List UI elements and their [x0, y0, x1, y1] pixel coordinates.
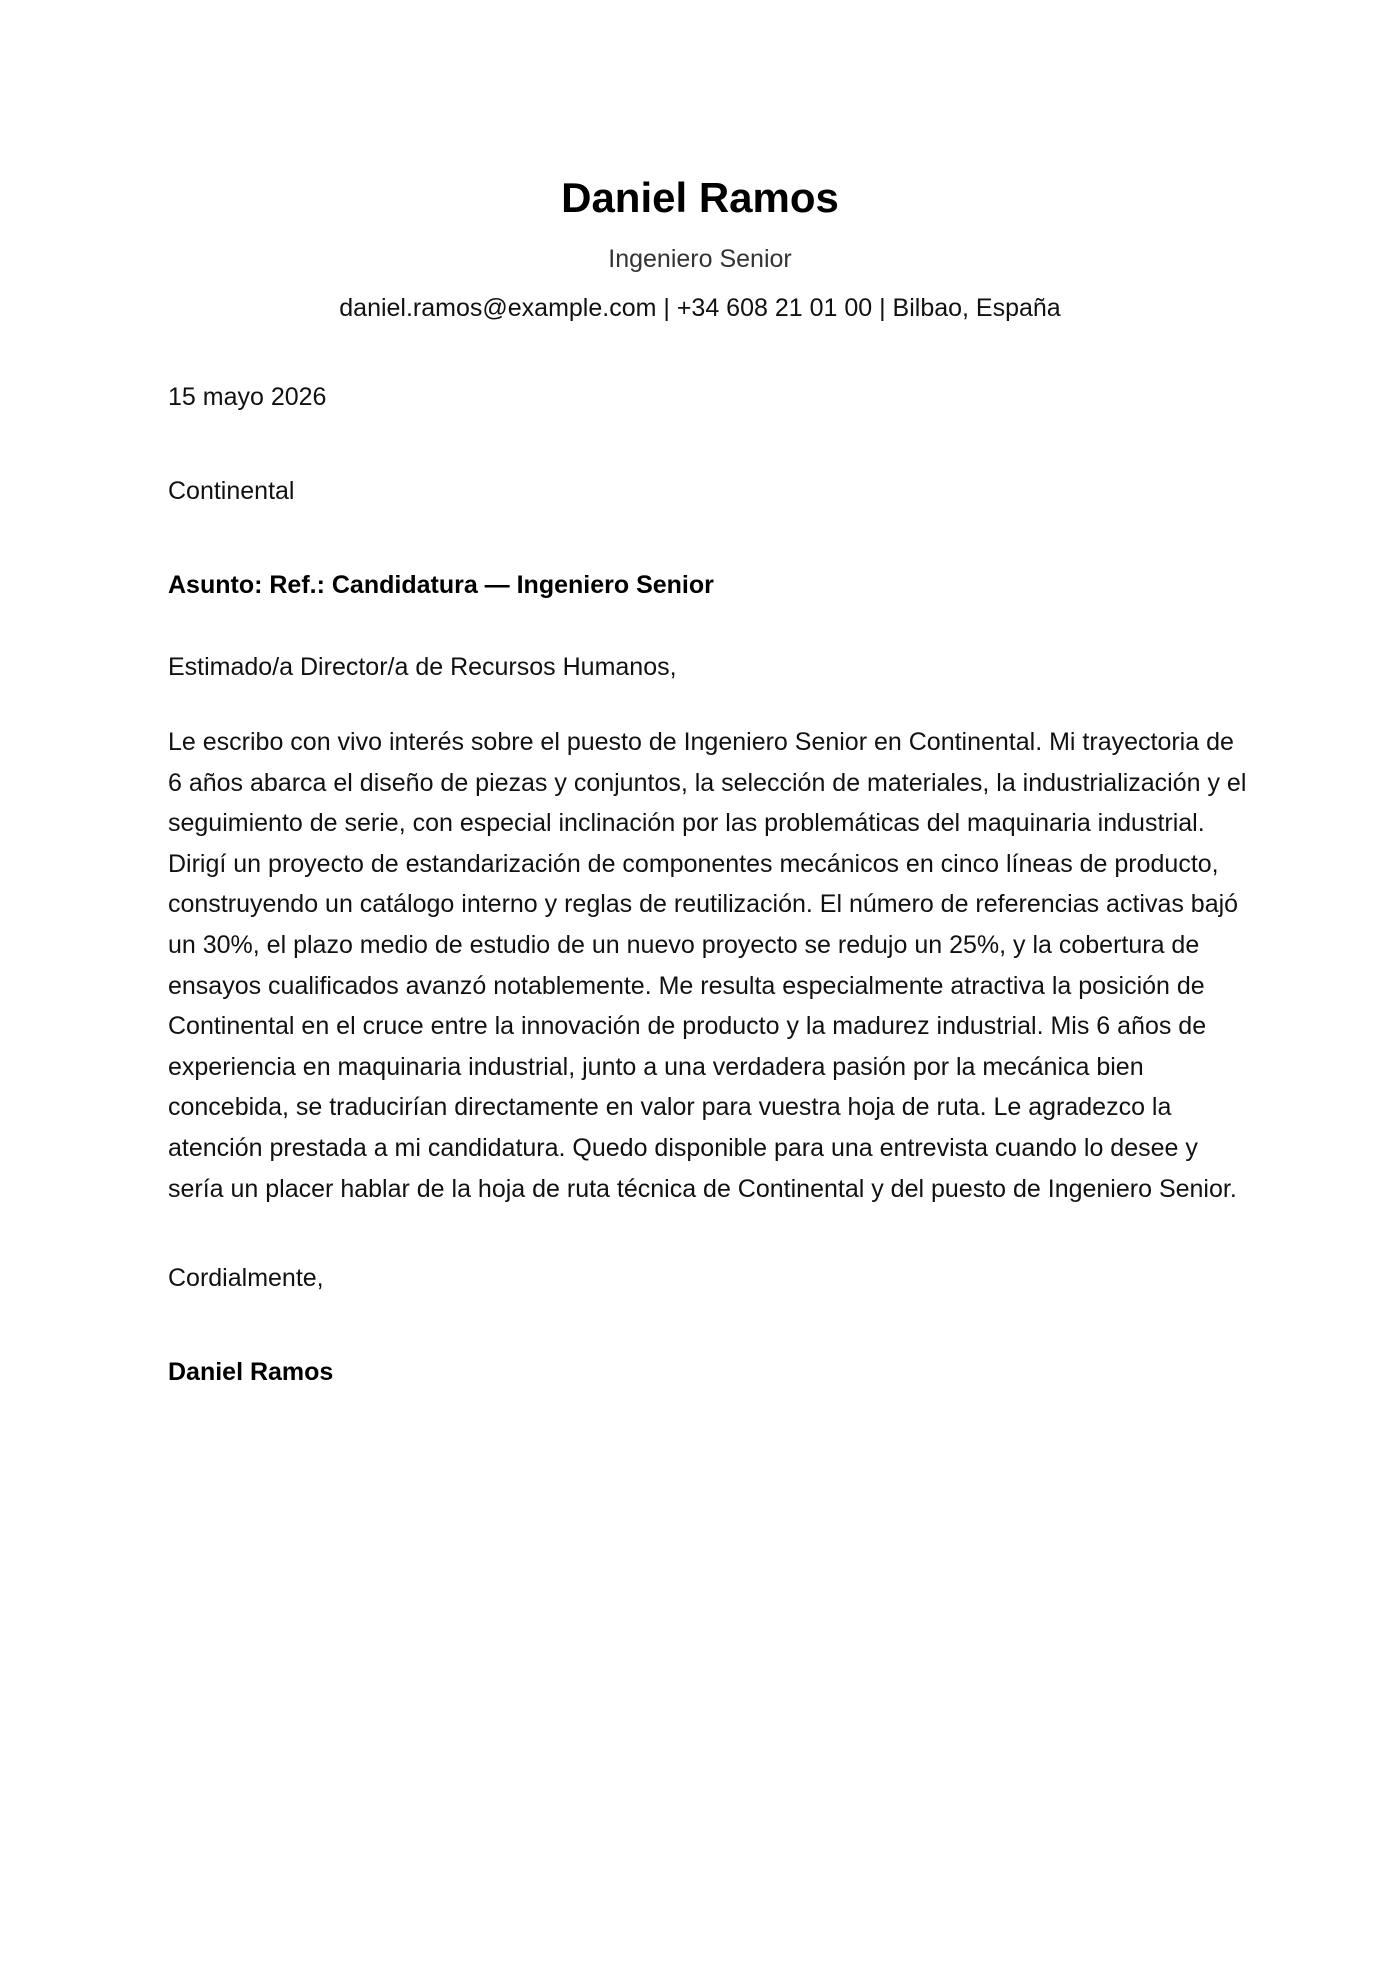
letter-greeting: Estimado/a Director/a de Recursos Humanos,	[168, 653, 677, 681]
letter-closing: Cordialmente,	[168, 1264, 324, 1293]
letter-body	[168, 380, 1248, 1389]
letter-paragraph: Le escribo con vivo interés sobre el puesto de Ingeniero Senior en Continental. Mi trayectoria de 6 años abarca el diseño de piezas y conjuntos, la selección de materiales, la industrialización y el seguimiento de serie, con especial inclinación por las problemáticas del maquinaria industrial. Dirigí un proyecto de estandarización de componentes mecánicos en cinco líneas de producto, construyendo un catálogo interno y reglas de reutilización. El número de referencias activas bajó un 30%, el plazo medio de estudio de un nuevo proyecto se redujo un 25%, y la cobertura de ensayos cualificados avanzó notablemente. Me resulta especialmente atractiva la posición de Continental en el cruce entre la innovación de producto y la madurez industrial. Mis 6 años de experiencia en maquinaria industrial, junto a una verdadera pasión por la mecánica bien concebida, se traducirían directamente en valor para vuestra hoja de ruta. Le agradezco la atención prestada a mi candidatura. Quedo disponible para una entrevista cuando lo desee y sería un placer hablar de la hoja de ruta técnica de Continental y del puesto de Ingeniero Senior.	[168, 728, 1247, 1203]
letter-recipient: Continental	[168, 477, 295, 505]
letter-header	[0, 168, 1400, 325]
sender-contact-info: daniel.ramos@example.com | +34 608 21 01 00 | Bilbao, España	[339, 294, 1061, 322]
sender-job-title: Ingeniero Senior	[608, 245, 792, 273]
letter-signature: Daniel Ramos	[168, 1358, 334, 1387]
letter-subject: Asunto: Ref.: Candidatura — Ingeniero Senior	[168, 571, 714, 599]
letter-date: 15 mayo 2026	[168, 383, 327, 411]
sender-name: Daniel Ramos	[561, 174, 839, 221]
